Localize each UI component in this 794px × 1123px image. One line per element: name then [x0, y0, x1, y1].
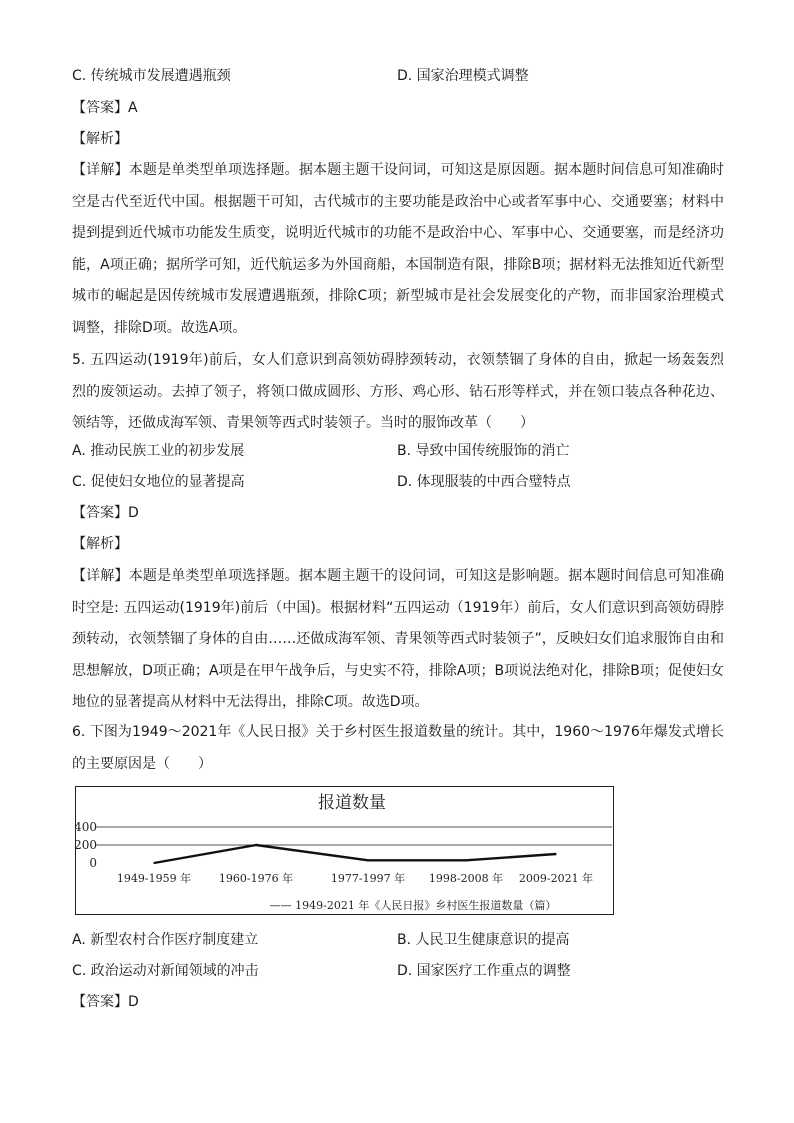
x-tick-label: 1949-1959 年 [116, 872, 192, 885]
data-point [255, 844, 257, 846]
q6-stem: 6. 下图为1949～2021年《人民日报》关于乡村医生报道数量的统计。其中，1960～1976年爆发式增长的主要原因是（ ） [72, 724, 724, 772]
q6-answer: 【答案】D [72, 994, 139, 1010]
q5-option-c: C. 促使妇女地位的显著提高 [72, 474, 245, 490]
x-tick-label: 1998-2008 年 [428, 872, 504, 885]
q4-option-d: D. 国家治理模式调整 [397, 68, 529, 84]
q4-analysis-label: 【解析】 [72, 131, 128, 147]
q6-option-a: A. 新型农村合作医疗制度建立 [72, 932, 259, 948]
y-tick-label: 200 [76, 838, 97, 852]
chart-legend: —— 1949-2021 年《人民日报》乡村医生报道数量（篇） [269, 899, 557, 912]
q5-detail: 【详解】本题是单类型单项选择题。据本题主题干的设问词，可知这是影响题。据本题时间信息可知准确时空是: 五四运动(1919年)前后（中国)。根据材料“五四运动（1919年）前后，女人们意识到高领妨碍脖颈转动，衣领禁锢了身体的自由……还做成海军领、青果领等西式时装领子”，反映妇女们追求服饰自由和思想解放，D项正确；A项是在甲午战争后，与史实不符，排除A项；B项说法绝对化，排除B项；促使妇女地位的显著提高从材料中无法得出，排除C项。故选D项。 [72, 568, 724, 710]
data-point [153, 862, 155, 864]
series-line [154, 845, 556, 863]
chart-canvas [76, 787, 613, 914]
x-tick-label: 2009-2021 年 [518, 872, 594, 885]
report-count-chart [75, 786, 614, 915]
q4-detail: 【详解】本题是单类型单项选择题。据本题主题干设问词，可知这是原因题。据本题时间信息可知准确时空是古代至近代中国。根据题干可知，古代城市的主要功能是政治中心或者军事中心、交通要塞；材料中提到提到近代城市功能发生质变，说明近代城市的功能不是政治中心、军事中心、交通要塞，而是经济功能，A项正确；据所学可知，近代航运多为外国商船，本国制造有限，排除B项；据材料无法推知近代新型城市的崛起是因传统城市发展遭遇瓶颈，排除C项；新型城市是社会发展变化的产物，而非国家治理模式调整，排除D项。故选A项。 [72, 162, 724, 336]
q4-option-c: C. 传统城市发展遭遇瓶颈 [72, 68, 231, 84]
q5-answer: 【答案】D [72, 505, 139, 521]
chart-title: 报道数量 [318, 793, 386, 813]
q5-option-d: D. 体现服装的中西合璧特点 [397, 474, 571, 490]
q5-stem: 5. 五四运动(1919年)前后，女人们意识到高领妨碍脖颈转动，衣领禁锢了身体的自由，掀起一场轰轰烈烈的废领运动。去掉了领子，将领口做成圆形、方形、鸡心形、钻石形等样式，并在领口装点各种花边、领结等，还做成海军领、青果领等西式时装领子。当时的服饰改革（ ） [72, 352, 724, 431]
q5-analysis-label: 【解析】 [72, 536, 128, 552]
q5-option-a: A. 推动民族工业的初步发展 [72, 443, 245, 459]
q6-option-b: B. 人民卫生健康意识的提高 [397, 932, 570, 948]
y-tick-label: 0 [89, 856, 97, 870]
q6-option-c: C. 政治运动对新闻领域的冲击 [72, 963, 259, 979]
data-point [367, 860, 369, 862]
x-tick-label: 1960-1976 年 [218, 872, 294, 885]
q6-option-d: D. 国家医疗工作重点的调整 [397, 963, 571, 979]
x-tick-label: 1977-1997 年 [330, 872, 406, 885]
data-point [555, 853, 557, 855]
y-tick-label: 400 [76, 820, 97, 834]
q4-answer: 【答案】A [72, 100, 138, 116]
data-point [465, 860, 467, 862]
q5-option-b: B. 导致中国传统服饰的消亡 [397, 443, 570, 459]
